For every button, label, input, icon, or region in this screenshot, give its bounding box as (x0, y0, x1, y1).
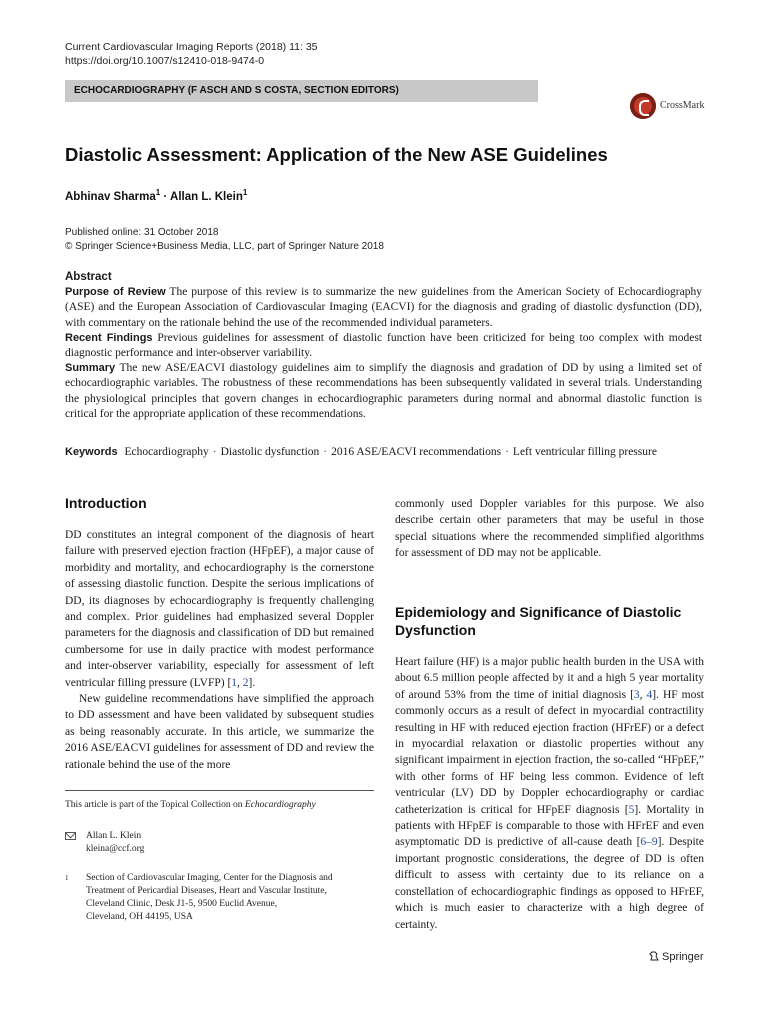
keyword-separator: · (323, 446, 328, 458)
abstract (65, 270, 702, 422)
citation-link[interactable]: 2 (242, 676, 249, 689)
doi-link[interactable]: https://doi.org/10.1007/s12410-018-9474-0 (65, 55, 265, 67)
affiliation (65, 872, 374, 928)
abstract-findings (65, 331, 702, 361)
crossmark-badge[interactable] (630, 91, 734, 123)
citation-link[interactable]: 3 (633, 688, 640, 701)
abstract-heading: Abstract (65, 271, 112, 283)
abstract-label: Summary (65, 362, 116, 375)
affiliation-line: Treatment of Pericardial Diseases, Heart and Vascular Institute, (86, 886, 327, 896)
keywords-label: Keywords (65, 446, 118, 458)
paragraph-text: DD constitutes an integral component of the diagnosis of heart failure with preserved ejection fraction (HFpEF), a major cause of morbidity and mortality, and echocardiography is the cornerstone of assessing diastolic function. Despite the serious implications of DD, its diagnoses by echocardiography is frequently challenging and complex. Prior guidelines had emphasized several Doppler parameters for the diagnosis and classification of DD but remained cumbersome for use in daily practice with modest performance and inter-observer variability, especially for assessment of left ventricular filling pressure (LVFP) [ (65, 529, 374, 689)
email-link[interactable]: kleina@ccf.org (86, 844, 145, 854)
paragraph: commonly used Doppler variables for this purpose. We also describe certain other parameters that may be useful in those special situations where the recommended simplified algorithms for assessment of DD may not be applicable. (395, 498, 704, 560)
introduction-body (65, 527, 374, 773)
note-text: This article is part of the Topical Collection on (65, 800, 245, 810)
paragraph-text: ]. (248, 676, 256, 689)
footnote-divider (65, 790, 374, 791)
journal-citation: Current Cardiovascular Imaging Reports (2018) 11: 35 (65, 41, 318, 53)
copyright-line: © Springer Science+Business Media, LLC, part of Springer Nature 2018 (65, 241, 384, 252)
topical-collection-link[interactable]: Echocardiography (244, 800, 316, 810)
publisher-name: Springer (662, 951, 704, 963)
paragraph-text: , (237, 676, 243, 689)
citation-link[interactable]: 5 (628, 803, 635, 816)
epidemiology-body (395, 654, 704, 933)
introduction-heading: Introduction (65, 495, 147, 511)
article-title: Diastolic Assessment: Application of the New ASE Guidelines (65, 144, 608, 165)
author-line (65, 188, 247, 203)
paragraph-text: ]. Despite important prognostic considerations, the degree of DD is often difficult to assess with certainty due to its reliance on a constellation of echocardiographic findings as opposed to HFrEF, which is much easier to characterize with a high degree of certainty. (395, 836, 704, 931)
published-date: Published online: 31 October 2018 (65, 227, 219, 238)
publisher-logo (648, 950, 704, 963)
affiliation-line: Cleveland Clinic, Desk J1-5, 9500 Euclid Avenue, (86, 899, 278, 909)
section-bar: ECHOCARDIOGRAPHY (F ASCH AND S COSTA, SECTION EDITORS) (65, 80, 538, 102)
paragraph-text: ]. Mortality in patients with HFpEF is comparable to those with HFrEF and even asymptomatic DD is predictive of all-cause death [ (395, 803, 704, 849)
abstract-text: Previous guidelines for assessment of diastolic function have been criticized for being too complex with modest diagnostic performance and inter-observer variability. (65, 331, 703, 360)
envelope-icon (65, 832, 76, 840)
affiliation-line: Section of Cardiovascular Imaging, Center for the Diagnosis and (86, 873, 333, 883)
correspondence (65, 830, 374, 860)
paragraph (65, 527, 374, 691)
keyword[interactable]: Left ventricular filling pressure (512, 446, 657, 458)
affiliation-line: Cleveland, OH 44195, USA (86, 912, 193, 922)
keyword[interactable]: Diastolic dysfunction (220, 446, 320, 458)
paragraph-text: ]. HF most commonly occurs as a result of defect in myocardial contractility resulting in HF with reduced ejection fraction (HFrEF) or a defect in myocardial relaxation or diastolic properties without any significant impairment in ejection fraction, the so-called “HFpEF,” with other forms of HF being less common. Evidence of left ventricular (LV) DD by Doppler echocardiography or cardiac catheterization is critical for HFpEF diagnosis [ (395, 688, 705, 816)
affiliation-number: 1 (65, 874, 69, 882)
publication-info (65, 226, 384, 254)
citation-link[interactable]: 4 (646, 688, 653, 701)
paragraph: New guideline recommendations have simplified the approach to DD assessment and have been validated by subsequent studies as being reasonably accurate. In this article, we summarize the 2016 ASE/EACVI guidelines for assessment of DD and review the rationale behind the use of the more (65, 693, 374, 771)
affiliation-mark: 1 (155, 188, 161, 197)
keyword[interactable]: 2016 ASE/EACVI recommendations (331, 446, 502, 458)
affiliation-text (86, 872, 333, 924)
affiliation-mark: 1 (242, 188, 248, 197)
topical-collection-note (65, 800, 316, 810)
corresponding-author: Allan L. Klein (86, 831, 142, 841)
abstract-summary (65, 361, 702, 422)
keyword-separator: · (212, 446, 217, 458)
correspondence-text (86, 830, 144, 856)
abstract-label: Recent Findings (65, 331, 153, 344)
author-name[interactable]: Allan L. Klein (170, 190, 243, 203)
crossmark-icon (630, 93, 656, 119)
citation-link[interactable]: 1 (231, 676, 238, 689)
crossmark-label: CrossMark (660, 100, 705, 111)
citation-link[interactable]: 6–9 (640, 836, 658, 849)
keyword[interactable]: Echocardiography (124, 446, 209, 458)
keywords (65, 446, 657, 458)
introduction-continued (395, 496, 704, 562)
abstract-purpose (65, 285, 702, 331)
keyword-separator: · (505, 446, 509, 458)
abstract-label: Purpose of Review (65, 286, 166, 299)
paragraph: Heart failure (HF) is a major public health burden in the USA with about 6.5 million people affected by it and a high 5 year mortality of around 53% from the time of initial diagnosis [3, 4]. HF most commonly occurs as a result of defect in myocardial contractility resulting in HF with reduced ejection fraction (HFrEF) or a defect in myocardial relaxation or diastolic properties without any significant impairment in ejection fraction, the so-called “HFpEF,” with other forms of HF being less common. Evidence of left ventricular (LV) DD by Doppler echocardiography or cardiac catheterization is critical for HFpEF diagnosis [5]. Mortality in patients with HFpEF is comparable to those with HFrEF and even asymptomatic DD is predictive of all-cause death [6–9]. Despite important prognostic considerations, the degree of DD is often difficult to assess with certainty due to its reliance on a constellation of echocardiographic findings as opposed to HFrEF, which is much easier to characterize with a high degree of certainty. (395, 656, 705, 931)
journal-info (65, 40, 318, 68)
abstract-text: The new ASE/EACVI diastology guidelines aim to simplify the diagnosis and gradation of DD by using a limited set of echocardiographic variables. The robustness of these recommendations has been subsequently validated in several trials. Understanding the physiological principles that govern changes in echocardiographic parameters during normal and abnormal diastolic function is critical for the appropriate application of these recommendations. (65, 362, 703, 420)
author-separator: · (163, 190, 168, 203)
abstract-text: The purpose of this review is to summarize the new guidelines from the American Society of Echocardiography (ASE) and the European Association of Cardiovascular Imaging (EACVI) for the diagnosis and grading of diastolic dysfunction (DD), with commentary on the rationale behind the use of the recommended individual parameters. (65, 286, 702, 329)
springer-horse-icon (648, 950, 660, 962)
paragraph-text: Heart failure (HF) is a major public health burden in the USA with about 6.5 million people affected by it and a high 5 year mortality of around 53% from the time of initial diagnosis [ (395, 656, 704, 701)
author-name[interactable]: Abhinav Sharma (65, 190, 156, 203)
epidemiology-heading: Epidemiology and Significance of Diastolic Dysfunction (395, 604, 682, 638)
